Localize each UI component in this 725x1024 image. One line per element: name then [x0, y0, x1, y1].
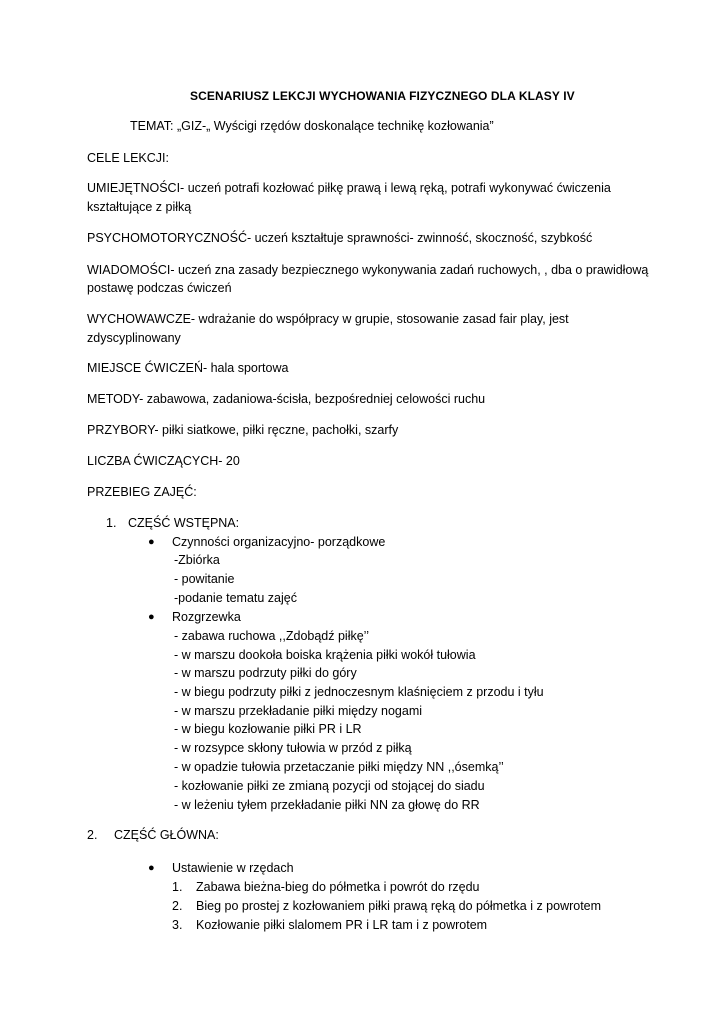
- part2-label: CZĘŚĆ GŁÓWNA:: [114, 828, 219, 842]
- list-item: - w opadzie tułowia przetaczanie piłki między NN ,,ósemką’’: [174, 760, 504, 774]
- list-item: -podanie tematu zajęć: [174, 591, 297, 605]
- list-item: - w biegu kozłowanie piłki PR i LR: [174, 722, 362, 736]
- educational-line-1: WYCHOWAWCZE- wdrażanie do współpracy w grupie, stosowanie zasad fair play, jest: [87, 312, 569, 326]
- numbered-item-text: Kozłowanie piłki slalomem PR i LR tam i z powrotem: [196, 918, 488, 932]
- part1-bullet1-text: Czynności organizacyjno- porządkowe: [172, 535, 386, 549]
- numbered-item-number: 3.: [172, 918, 183, 932]
- skills-line-2: kształtujące z piłką: [87, 200, 192, 214]
- psychomotor-goal: PSYCHOMOTORYCZNOŚĆ- uczeń kształtuje sprawności- zwinność, skoczność, szybkość: [87, 231, 593, 245]
- numbered-item-number: 1.: [172, 880, 183, 894]
- document-title: SCENARIUSZ LEKCJI WYCHOWANIA FIZYCZNEGO DLA KLASY IV: [190, 89, 575, 103]
- part1-number: 1.: [106, 516, 117, 530]
- course-heading: PRZEBIEG ZAJĘĆ:: [87, 485, 197, 499]
- numbered-item-number: 2.: [172, 899, 183, 913]
- educational-line-2: zdyscyplinowany: [87, 331, 181, 345]
- part2-number: 2.: [87, 828, 98, 842]
- teaching-methods: METODY- zabawowa, zadaniowa-ścisła, bezpośredniej celowości ruchu: [87, 392, 486, 406]
- list-item: - w marszu dookoła boiska krążenia piłki wokół tułowia: [174, 648, 476, 662]
- bullet-icon: ●: [148, 611, 155, 623]
- list-item: - kozłowanie piłki ze zmianą pozycji od stojącej do siadu: [174, 779, 485, 793]
- skills-line-1: UMIEJĘTNOŚCI- uczeń potrafi kozłować piłkę prawą i lewą ręką, potrafi wykonywać ćwiczenia: [87, 181, 611, 195]
- knowledge-line-2: postawę podczas ćwiczeń: [87, 281, 232, 295]
- numbered-item-text: Bieg po prostej z kozłowaniem piłki prawą ręką do półmetka i z powrotem: [196, 899, 602, 913]
- list-item: - zabawa ruchowa ,,Zdobądź piłkę’’: [174, 629, 370, 643]
- exercise-place: MIEJSCE ĆWICZEŃ- hala sportowa: [87, 361, 289, 375]
- lesson-topic: TEMAT: „GIZ-„ Wyścigi rzędów doskonalące technikę kozłowania”: [130, 119, 494, 133]
- part2-bullet1-text: Ustawienie w rzędach: [172, 861, 294, 875]
- list-item: - w leżeniu tyłem przekładanie piłki NN za głowę do RR: [174, 798, 480, 812]
- part1-bullet2-text: Rozgrzewka: [172, 610, 241, 624]
- knowledge-line-1: WIADOMOŚCI- uczeń zna zasady bezpiecznego wykonywania zadań ruchowych, , dba o prawidłową: [87, 263, 649, 277]
- bullet-icon: ●: [148, 862, 155, 874]
- participant-count: LICZBA ĆWICZĄCYCH- 20: [87, 454, 240, 468]
- numbered-item-text: Zabawa bieżna-bieg do półmetka i powrót do rzędu: [196, 880, 480, 894]
- bullet-icon: ●: [148, 536, 155, 548]
- list-item: - powitanie: [174, 572, 235, 586]
- part1-label: CZĘŚĆ WSTĘPNA:: [128, 516, 240, 530]
- list-item: - w marszu podrzuty piłki do góry: [174, 666, 357, 680]
- goals-heading: CELE LEKCJI:: [87, 151, 169, 165]
- equipment: PRZYBORY- piłki siatkowe, piłki ręczne, pachołki, szarfy: [87, 423, 399, 437]
- list-item: -Zbiórka: [174, 553, 220, 567]
- list-item: - w marszu przekładanie piłki między nogami: [174, 704, 423, 718]
- list-item: - w rozsypce skłony tułowia w przód z piłką: [174, 741, 412, 755]
- list-item: - w biegu podrzuty piłki z jednoczesnym klaśnięciem z przodu i tyłu: [174, 685, 544, 699]
